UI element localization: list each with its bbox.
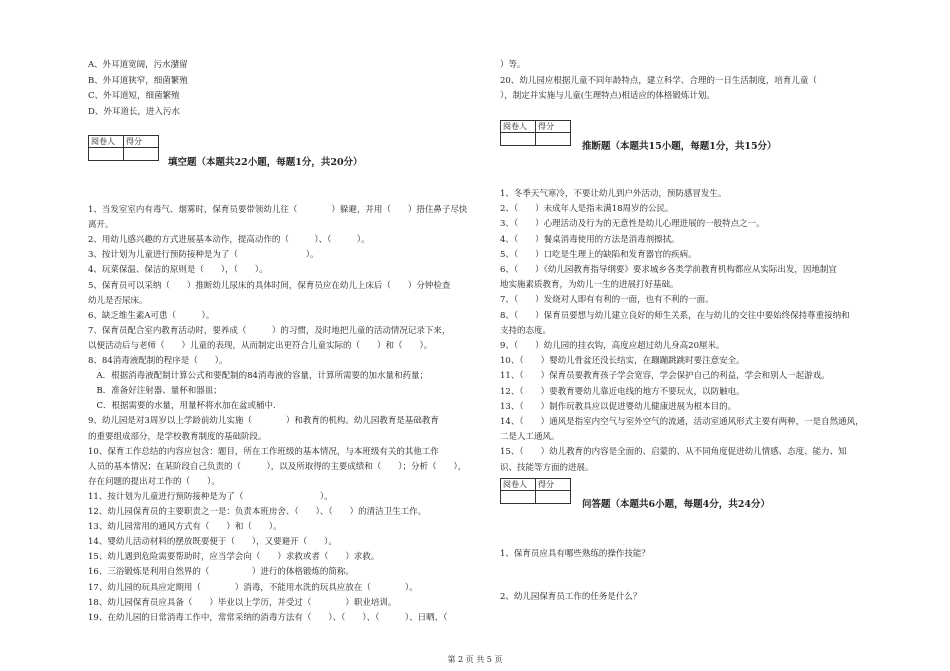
text-line: 7、保育员配合室内教育活动时，要养成（ ）的习惯，及时地把儿童的活动情况记录下来，	[88, 325, 451, 336]
text-line: 9、（ ）幼儿园的挂衣钩，高度应超过幼儿身高20厘米。	[500, 341, 725, 351]
judge-section-title: 推断题（本题共15小题，每题1分，共15分）	[582, 141, 777, 152]
text-line: ）等。	[500, 60, 526, 70]
text-line: 以便活动后与老师（ ）儿童的表现，从而制定出更符合儿童实际的（ ）和（ ）。	[88, 340, 433, 351]
text-line: 19、在幼儿园的日常消毒工作中，常常采纳的消毒方法有（ ）、（ ）、（ ）、日晒、（	[88, 612, 465, 623]
text-line: 12、幼儿园保育员的主要职责之一是：负责本班房舍、（ ）、（ ）的清洁卫生工作。	[88, 507, 427, 517]
text-line: 14、（ ）通风是指室内空气与室外空气的流通，活动室通风形式主要有两种，一是自然通风，	[500, 417, 864, 427]
text-line: ），制定并实施与儿童(生理特点)相适应的体格锻炼计划。	[500, 91, 715, 101]
fill-section-title: 填空题（本题共22小题，每题1分，共20分）	[168, 157, 363, 168]
grader-label: 阅卷人	[501, 121, 536, 133]
text-line: B、外耳道狭窄，细菌繁殖	[88, 75, 188, 86]
text-line: 识、技能等方面的进展。	[500, 462, 594, 473]
text-line: 6、（ ）《幼儿园教育指导纲要》要求城乡各类学前教育机构都应从实际出发，因地制宜	[500, 265, 837, 275]
text-line: 13、幼儿园常用的通风方式有（ ）和（ ）。	[88, 522, 282, 533]
text-line: 3、（ ）心理活动及行为的无意性是幼儿心理进展的一般特点之一。	[500, 219, 765, 230]
text-line: 2、（ ）未成年人是指未满18周岁的公民。	[500, 204, 674, 215]
grader-label: 阅卷人	[89, 136, 124, 148]
text-line: 14、婴幼儿活动材料的摆放既要便于（ ），又要避开（ ）。	[88, 537, 337, 548]
score-label: 得分	[124, 136, 159, 148]
text-line: 1、冬季天气寒冷，不要让幼儿到户外活动，预防感冒发生。	[500, 189, 727, 199]
grader-cell	[89, 148, 124, 161]
text-line: 16、三浴锻炼是利用自然界的（ ）进行的体格锻炼的简称。	[88, 567, 354, 578]
text-line: 5、（ ）口吃是生理上的缺陷和发育器官的疾病。	[500, 249, 697, 260]
grader-label: 阅卷人	[501, 479, 536, 491]
score-cell	[536, 133, 571, 146]
text-line: 13、（ ）制作玩教具应以促进婴幼儿健康进展为根本目的。	[500, 401, 737, 412]
score-cell	[124, 148, 159, 161]
text-line: 15、幼儿遇到危险需要帮助时，应当学会向（ ）求救或者（ ）求救。	[88, 552, 380, 563]
score-label: 得分	[536, 479, 571, 491]
score-box	[88, 135, 159, 161]
text-line: 1、当发室室内有毒气、烟雾时，保育员要带领幼儿往（ ）躲避，并用（ ）捂住鼻子尽快	[88, 205, 468, 215]
text-line: 17、幼儿园的玩具应定期用（ ）消毒，不能用水洗的玩具应放在（ ）。	[88, 582, 418, 593]
text-line: 6、缺乏维生素A可患（ ）。	[88, 310, 215, 321]
text-line: D、外耳道长，进入污水	[88, 106, 180, 117]
grader-cell	[501, 491, 536, 504]
text-line: 存在问题的提出对工作的（ ）。	[88, 476, 220, 487]
text-line: 3、按计划为儿童进行预防接种是为了（ ）。	[88, 250, 319, 261]
text-line: 10、（ ）婴幼儿骨盆还没长结实，在蹦蹦跳跳时要注意安全。	[500, 356, 745, 367]
text-line: 4、（ ）餐桌消毒使用的方法是消毒剂擦拭。	[500, 234, 680, 245]
text-line: 支持的态度。	[500, 325, 552, 336]
text-line: A、外耳道宽阔，污水潴留	[88, 60, 188, 70]
text-line: 10、保育工作总结的内容应包含：题目，所在工作班级的基本情况，与本班级有关的其他工作	[88, 446, 439, 457]
text-line: 9、幼儿园是对3周岁以上学龄前幼儿实施（ ）和教育的机构。幼儿园教育是基础教育	[88, 416, 439, 427]
text-line: 的重要组成部分，是学校教育制度的基础阶段。	[88, 431, 267, 442]
grader-cell	[501, 133, 536, 146]
text-line: 2、用幼儿感兴趣的方式进展基本动作，提高动作的（ ）、（ ）。	[88, 235, 370, 246]
text-line: C、外耳道短，细菌繁殖	[88, 91, 180, 101]
text-line: 7、（ ）发烧对人即有有利的一面，也有不利的一面。	[500, 295, 714, 306]
text-line: C．根据需要的水量，用量杯将水加在盆或桶中.	[88, 401, 276, 412]
text-line: 人员的基本情况；在某阶段自己负责的（ ），以及所取得的主要成绩和（ ）；分析（ ），	[88, 461, 467, 472]
text-line: A．根据消毒液配制计算公式和要配制的84消毒液的容量，计算所需要的加水量和药量；	[88, 371, 428, 382]
text-line: 8、84消毒液配制的程序是（ ）。	[88, 356, 228, 366]
text-line: 8、（ ）保育员要想与幼儿建立良好的师生关系，在与幼儿的交往中要始终保持尊重接纳和	[500, 310, 850, 321]
text-line: 离开。	[88, 220, 114, 231]
text-line: 20、幼儿园应根据儿童不同年龄特点，建立科学、合理的一日生活制度，培育儿童（	[500, 75, 843, 86]
text-line: 12、（ ）要教育婴幼儿靠近电线的地方不要玩火，以防触电。	[500, 386, 745, 397]
score-cell	[536, 491, 571, 504]
text-line: 18、幼儿园保育员应具备（ ）毕业以上学历，并受过（ ）职业培训。	[88, 597, 397, 608]
text-line: 地实施素质教育，为幼儿一生的进展打好基础。	[500, 280, 679, 291]
qa-section-title: 问答题（本题共6小题，每题4分，共24分）	[582, 499, 770, 510]
page-footer: 第 2 页 共 5 页	[447, 655, 503, 664]
text-line: 2、幼儿园保育员工作的任务是什么？	[500, 592, 642, 602]
text-line: 11、按计划为儿童进行预防接种是为了（ ）。	[88, 491, 333, 502]
score-box	[500, 478, 571, 504]
text-line: 15、（ ）幼儿教育的内容是全面的、启蒙的、从不同角度促进幼儿情感、态度、能力、知	[500, 447, 847, 458]
score-box	[500, 120, 571, 146]
text-line: 幼儿是否尿床。	[88, 295, 148, 306]
text-line: 5、保育员可以采纳（ ）推断幼儿尿床的具体时间，保育员应在幼儿上床后（ ）分钟检查	[88, 280, 451, 291]
score-label: 得分	[536, 121, 571, 133]
text-line: 1、保育员应具有哪些熟练的操作技能？	[500, 549, 650, 559]
text-line: B．准备好注射器、量杯和器皿；	[88, 386, 222, 397]
text-line: 11、（ ）保育员要教育孩子学会宽容，学会保护自己的利益，学会和别人一起游戏。	[500, 371, 830, 382]
text-line: 二是人工通风。	[500, 432, 560, 443]
text-line: 4、玩菜保温、保洁的原则是（ ），（ ）。	[88, 265, 268, 276]
